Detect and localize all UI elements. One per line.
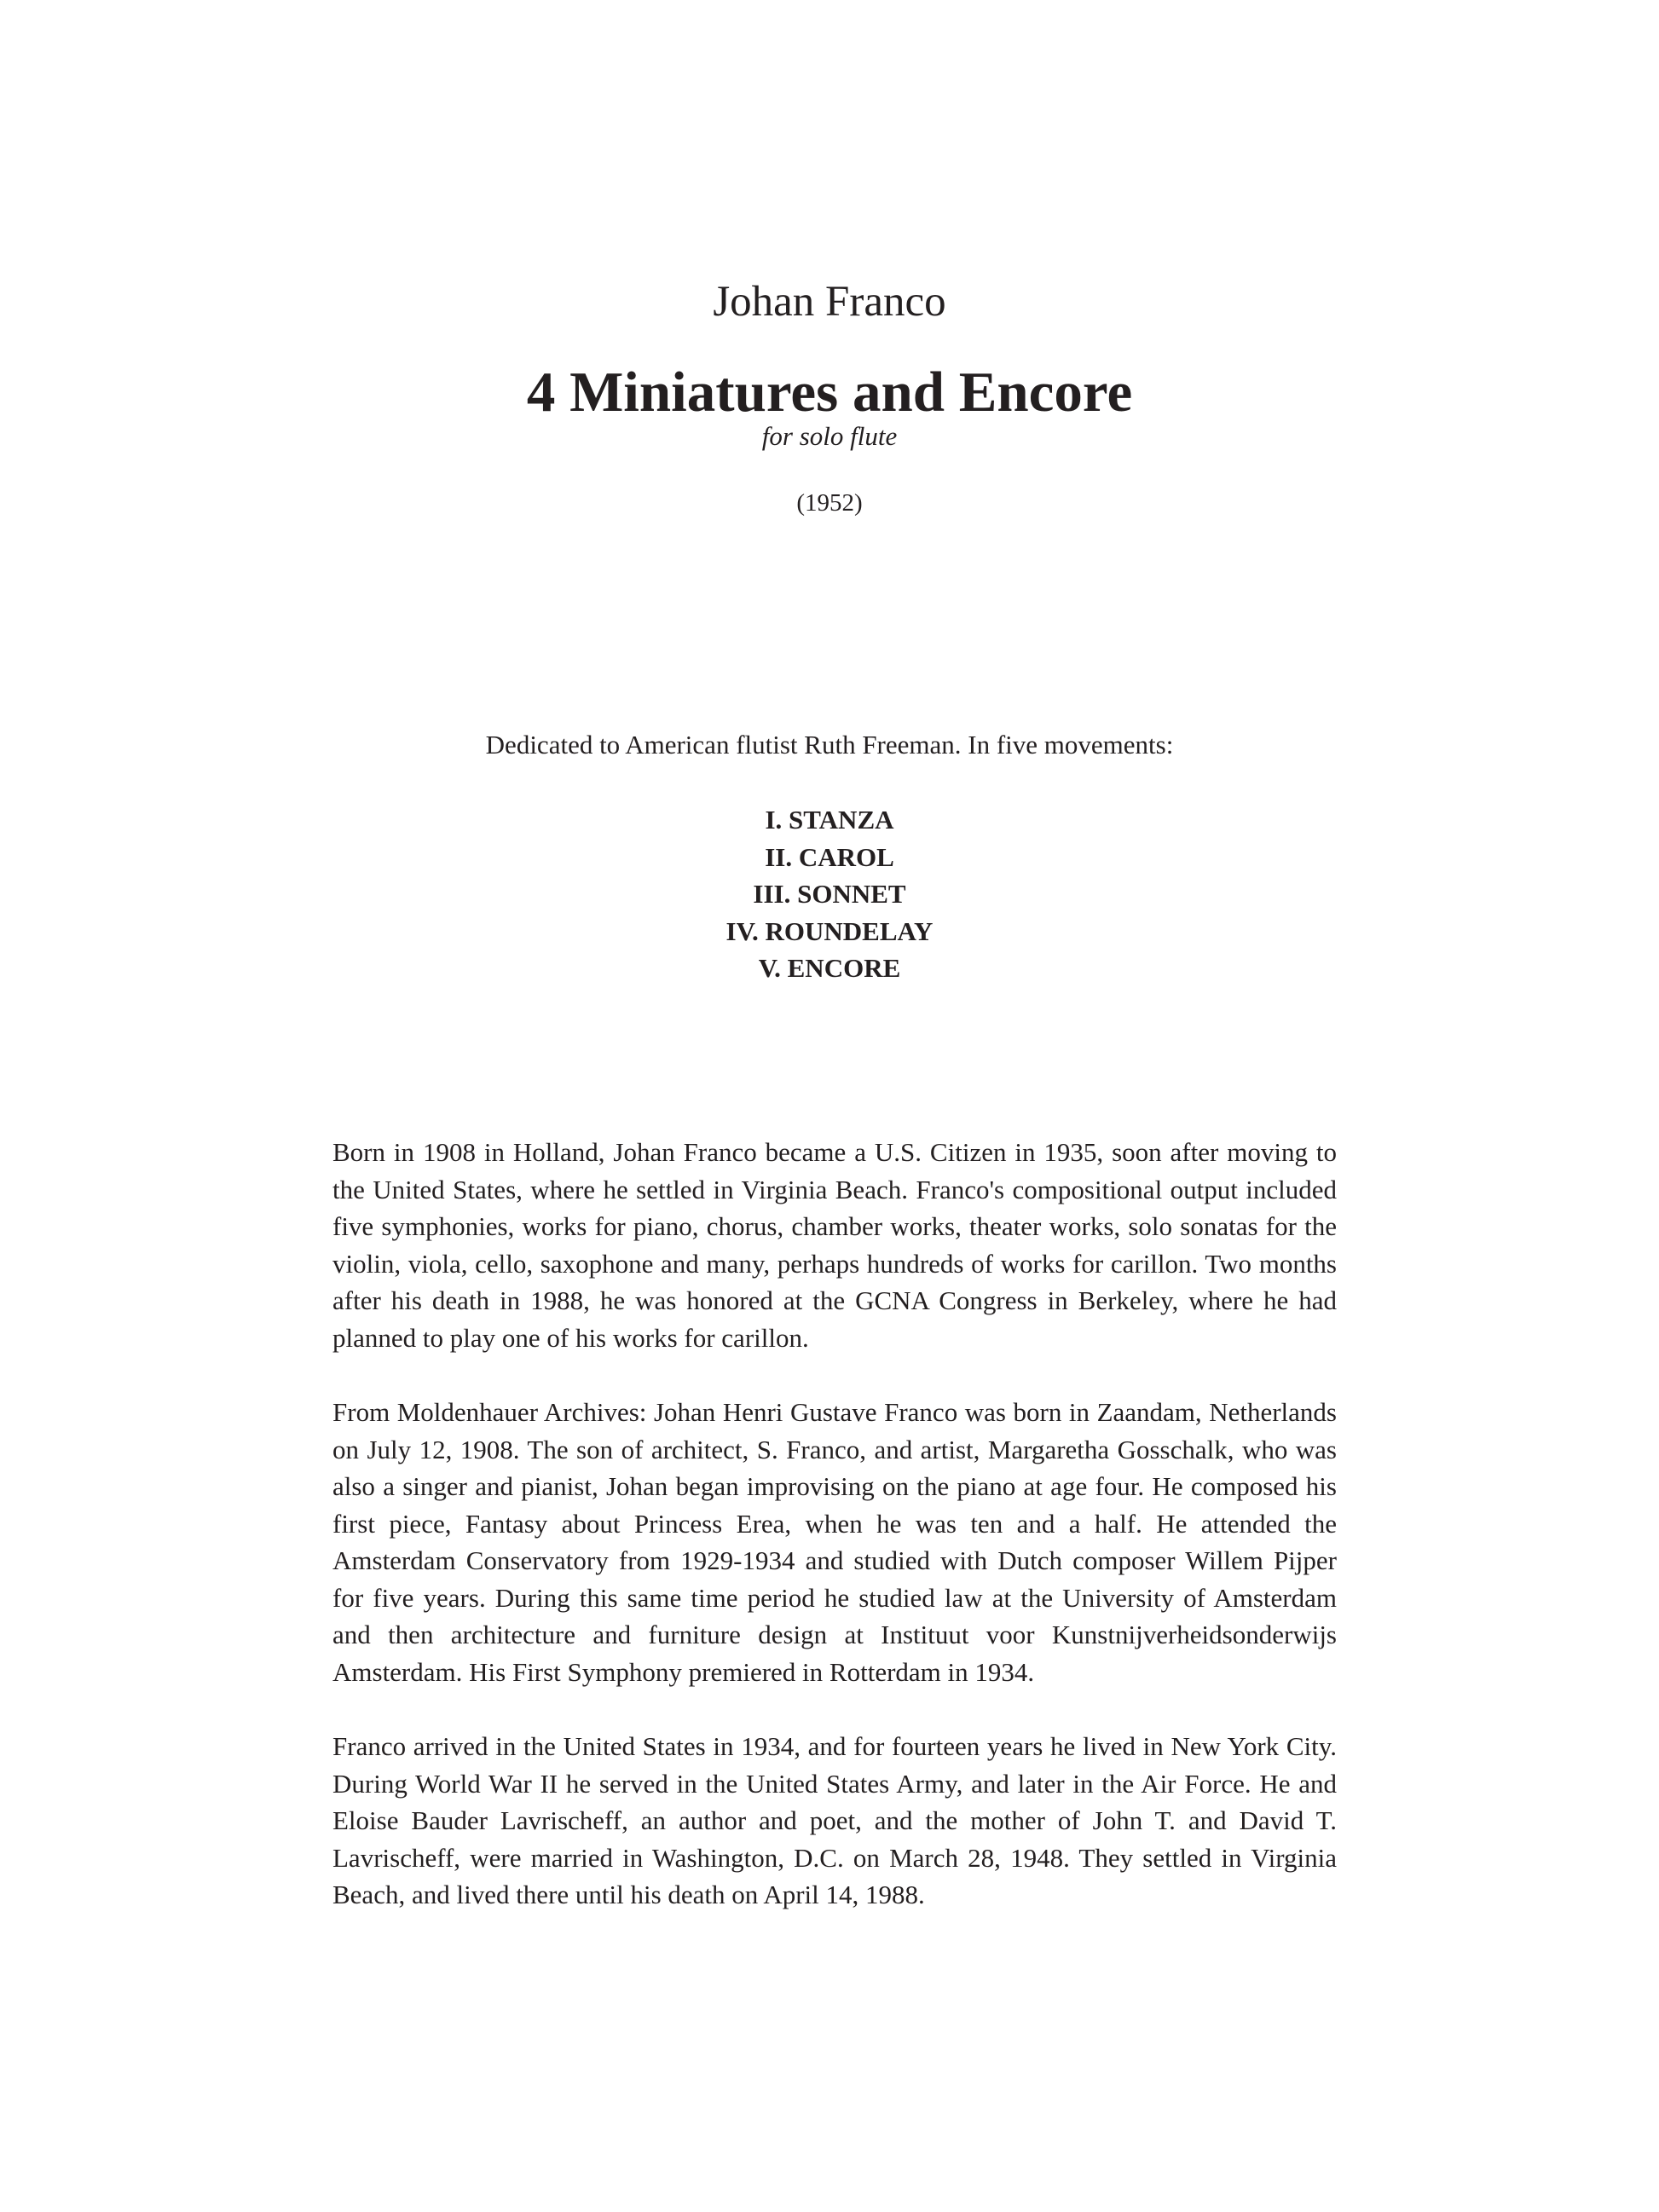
movement-item: V. ENCORE (758, 953, 901, 983)
dedication-text: Dedicated to American flutist Ruth Freeman. In five movements: (485, 730, 1174, 759)
movement-item: III. SONNET (753, 879, 906, 909)
composition-year: (1952) (796, 489, 863, 517)
biography-section (332, 1134, 1337, 1951)
biography-paragraph: Franco arrived in the United States in 1934, and for fourteen years he lived in New York City. During World War II he served in the United States Army, and later in the Air Force. He and Eloise Bauder Lavrischeff, an author and poet, and the mother of John T. and David T. Lavrischeff, were married in Washington, D.C. on March 28, 1948. They settled in Virginia Beach, and lived there until his death on April 14, 1988. (332, 1731, 1337, 1909)
subtitle: for solo flute (761, 421, 898, 451)
movement-item: IV. ROUNDELAY (725, 915, 934, 946)
movement-list (0, 801, 1659, 987)
biography-paragraph: From Moldenhauer Archives: Johan Henri Gustave Franco was born in Zaandam, Netherlands on July 12, 1908. The son of architect, S. Franco, and artist, Margaretha Gosschalk, who was also a singer and pianist, Johan began improvising on the piano at age four. He composed his first piece, Fantasy about Princess Erea, when he was ten and a half. He attended the Amsterdam Conservatory from 1929-1934 and studied with Dutch composer Willem Pijper for five years. During this same time period he studied law at the University of Amsterdam and then architecture and furniture design at Instituut voor Kunstnijverheidsonderwijs Amsterdam. His First Symphony premiered in Rotterdam in 1934. (332, 1397, 1337, 1687)
page-title: 4 Miniatures and Encore (526, 361, 1133, 424)
biography-paragraph: Born in 1908 in Holland, Johan Franco became a U.S. Citizen in 1935, soon after moving to the United States, where he settled in Virginia Beach. Franco's compositional output included five symphonies, works for piano, chorus, chamber works, theater works, solo sonatas for the violin, viola, cello, saxophone and many, perhaps hundreds of works for carillon. Two months after his death in 1988, he was honored at the GCNA Congress in Berkeley, where he had planned to play one of his works for carillon. (332, 1137, 1337, 1353)
movement-item: II. CAROL (765, 841, 894, 872)
composer-name: Johan Franco (713, 278, 946, 326)
movement-item: I. STANZA (765, 805, 894, 835)
